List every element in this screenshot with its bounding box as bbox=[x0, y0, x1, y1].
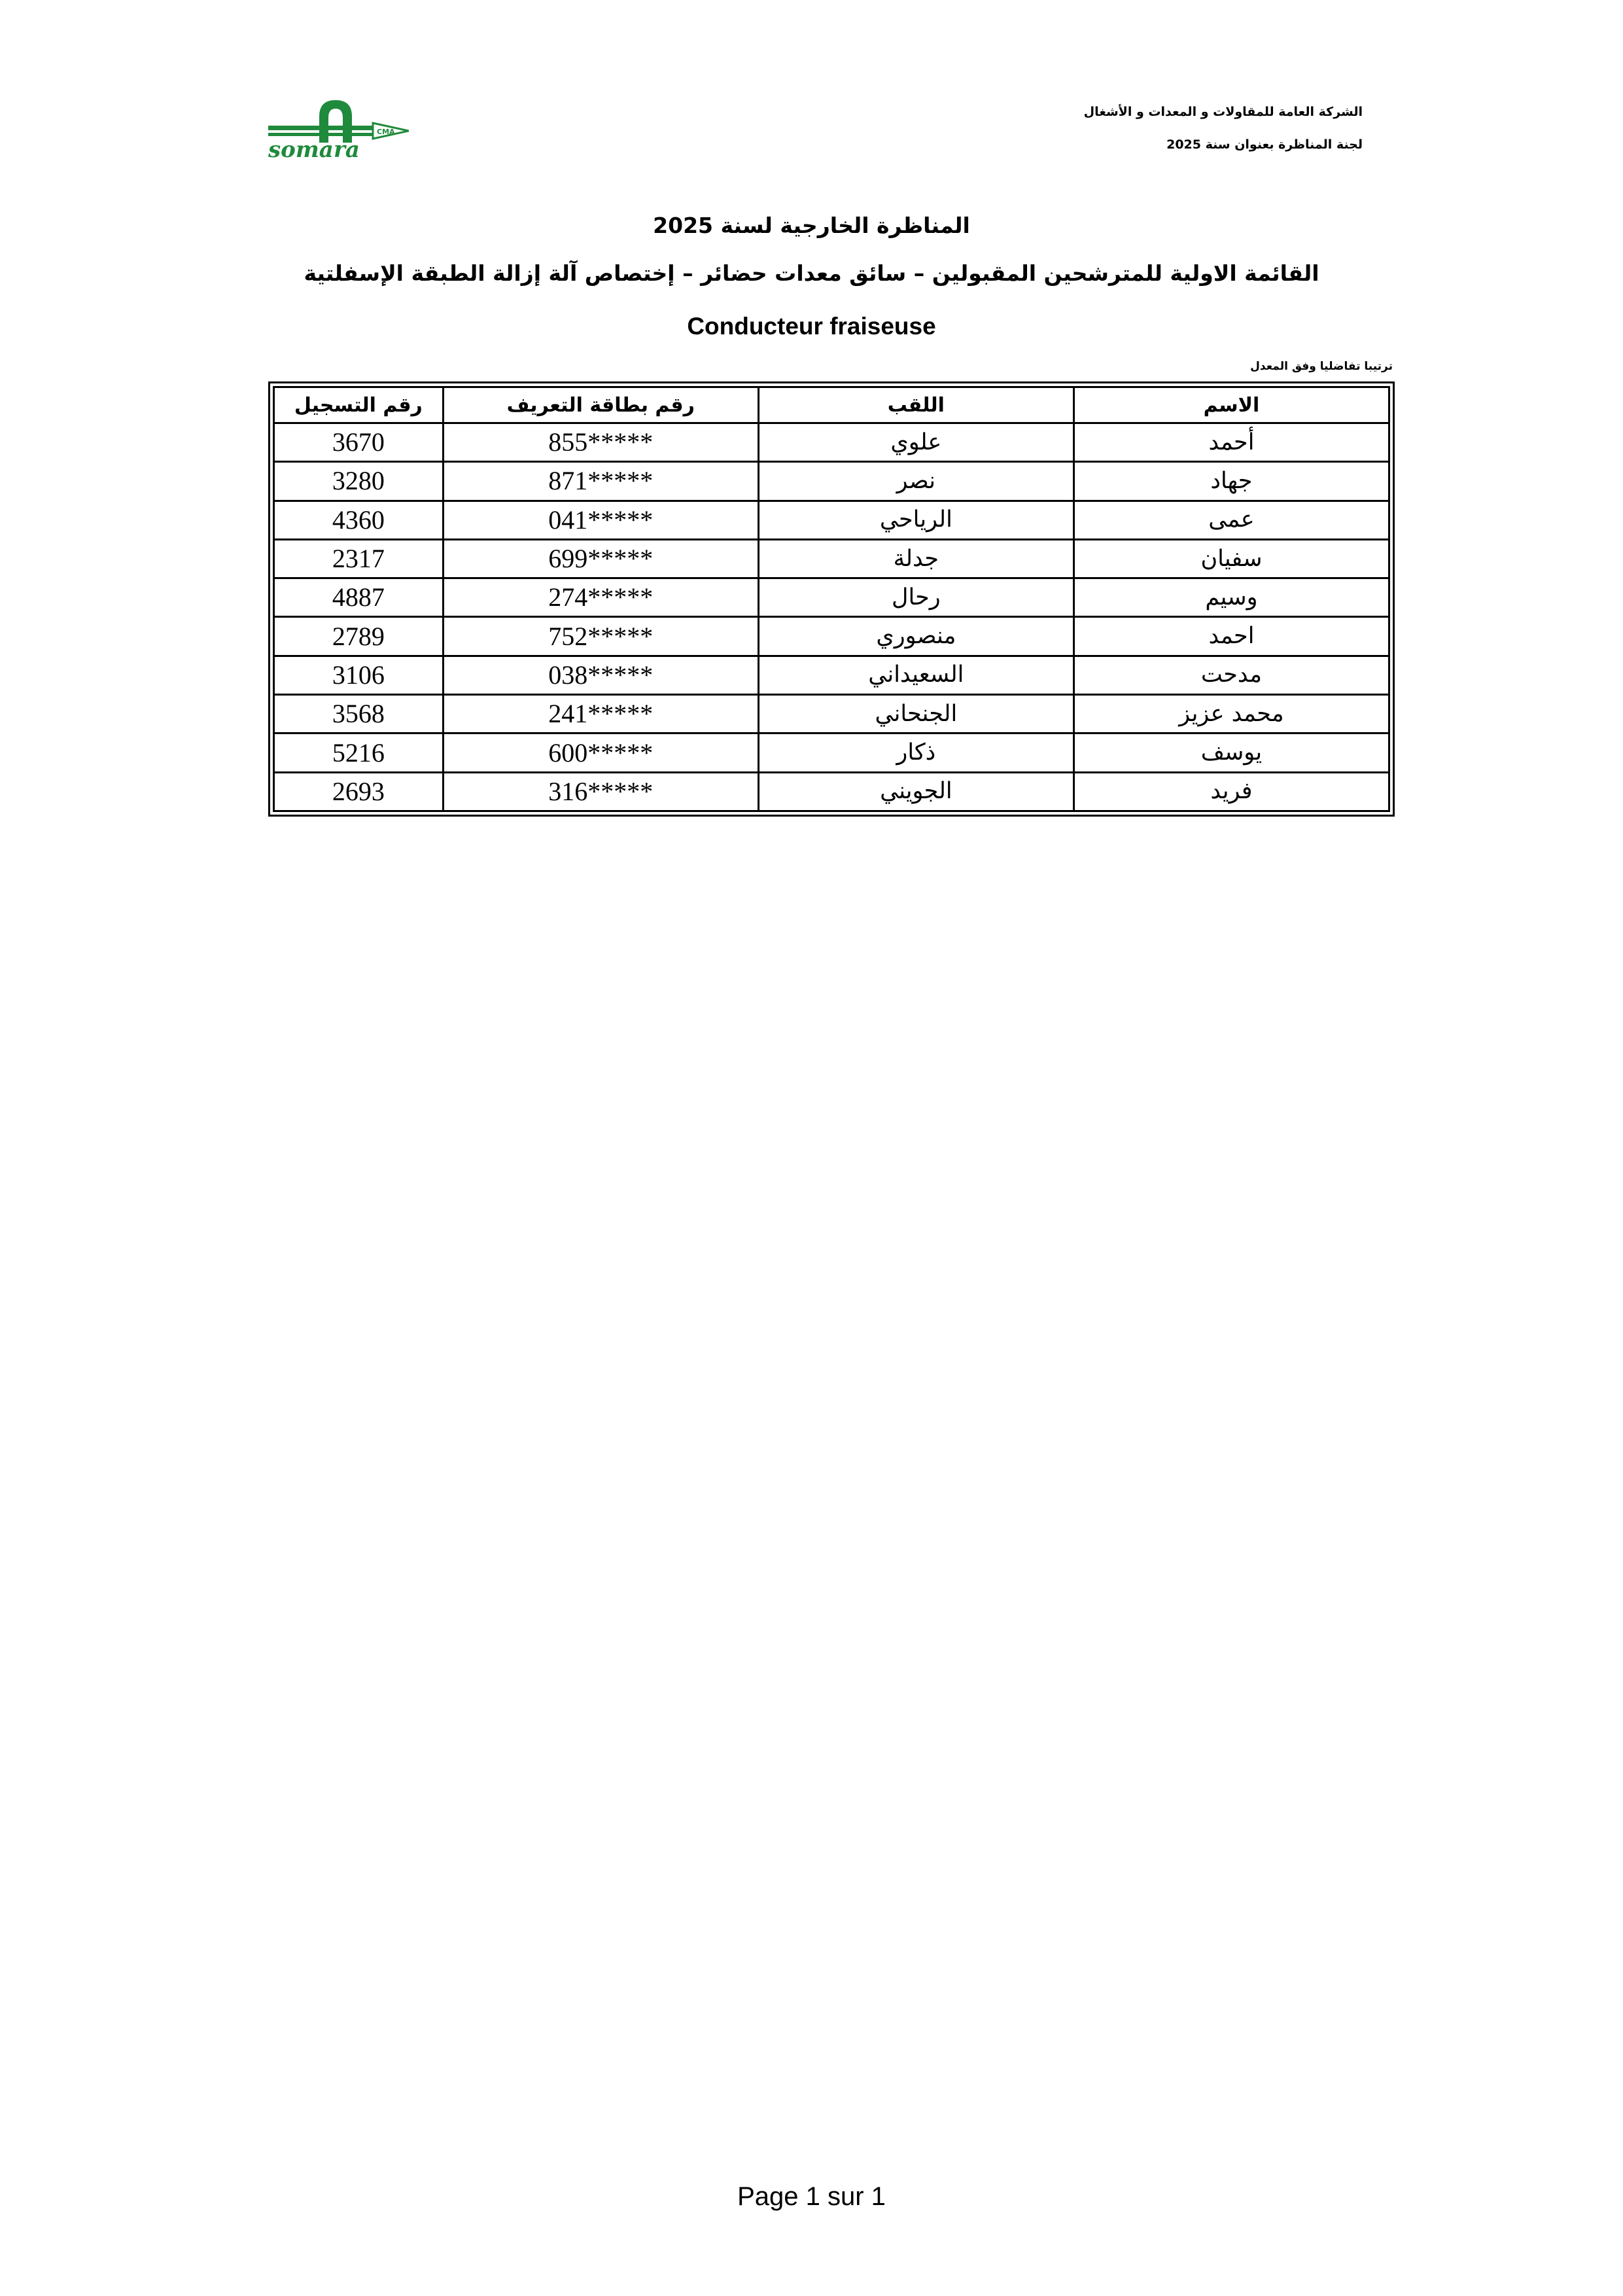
cell-surname: جدلة bbox=[758, 539, 1073, 578]
cell-id-card: *****274 bbox=[443, 578, 758, 617]
header-registration: رقم التسجيل bbox=[274, 387, 444, 423]
cell-registration: 4360 bbox=[274, 501, 444, 539]
cell-registration: 3670 bbox=[274, 423, 444, 462]
cell-registration: 5216 bbox=[274, 733, 444, 772]
cell-registration: 4887 bbox=[274, 578, 444, 617]
table-row bbox=[274, 539, 1389, 578]
header-id-card: رقم بطاقة التعريف bbox=[443, 387, 758, 423]
cell-id-card: *****041 bbox=[443, 501, 758, 539]
specialty-title: Conducteur fraiseuse bbox=[687, 313, 936, 340]
cell-registration: 2789 bbox=[274, 617, 444, 656]
cell-name: جهاد bbox=[1073, 462, 1389, 501]
cell-id-card: *****699 bbox=[443, 539, 758, 578]
table-header-row bbox=[274, 387, 1389, 423]
cell-surname: منصوري bbox=[758, 617, 1073, 656]
sort-note: ترتيبا تفاضليا وفق المعدل bbox=[1250, 360, 1393, 373]
cell-id-card: *****241 bbox=[443, 695, 758, 733]
cell-surname: الجويني bbox=[758, 772, 1073, 811]
cell-registration: 3280 bbox=[274, 462, 444, 501]
page-number: Page 1 sur 1 bbox=[737, 2182, 886, 2211]
cell-name: عمى bbox=[1073, 501, 1389, 539]
cell-name: سفيان bbox=[1073, 539, 1389, 578]
table-row bbox=[274, 772, 1389, 811]
table-row bbox=[274, 656, 1389, 694]
table-row bbox=[274, 578, 1389, 617]
cell-id-card: *****316 bbox=[443, 772, 758, 811]
svg-text:soma: soma bbox=[268, 137, 334, 162]
cell-surname: علوي bbox=[758, 423, 1073, 462]
cell-surname: نصر bbox=[758, 462, 1073, 501]
header-surname: اللقب bbox=[758, 387, 1073, 423]
cell-name: وسيم bbox=[1073, 578, 1389, 617]
cell-id-card: *****855 bbox=[443, 423, 758, 462]
company-logo bbox=[268, 97, 409, 162]
table-row bbox=[274, 423, 1389, 462]
cell-name: مدحت bbox=[1073, 656, 1389, 694]
cell-registration: 2693 bbox=[274, 772, 444, 811]
cell-surname: الرياحي bbox=[758, 501, 1073, 539]
table-row bbox=[274, 617, 1389, 656]
cell-id-card: *****871 bbox=[443, 462, 758, 501]
committee-name: لجنة المناظرة بعنوان سنة 2025 bbox=[1166, 137, 1363, 152]
svg-text:CMA: CMA bbox=[377, 128, 395, 136]
company-name: الشركة العامة للمقاولات و المعدات و الأشغال bbox=[1083, 105, 1363, 119]
candidates-table-frame bbox=[268, 381, 1395, 817]
cell-registration: 3106 bbox=[274, 656, 444, 694]
table-row bbox=[274, 501, 1389, 539]
cell-id-card: *****600 bbox=[443, 733, 758, 772]
cell-registration: 2317 bbox=[274, 539, 444, 578]
header-name: الاسم bbox=[1073, 387, 1389, 423]
cell-surname: السعيداني bbox=[758, 656, 1073, 694]
cell-name: محمد عزيز bbox=[1073, 695, 1389, 733]
cell-id-card: *****038 bbox=[443, 656, 758, 694]
svg-text:ra: ra bbox=[334, 137, 360, 162]
cell-surname: الجنحاني bbox=[758, 695, 1073, 733]
table-row bbox=[274, 695, 1389, 733]
page-title: المناظرة الخارجية لسنة 2025 bbox=[653, 213, 970, 238]
cell-id-card: *****752 bbox=[443, 617, 758, 656]
cell-name: أحمد bbox=[1073, 423, 1389, 462]
cell-surname: ذكار bbox=[758, 733, 1073, 772]
candidates-table bbox=[273, 386, 1390, 812]
page-subtitle: القائمة الاولية للمترشحين المقبولين – سائق معدات حضائر – إختصاص آلة إزالة الطبقة الإسفلتية bbox=[304, 260, 1319, 286]
table-row bbox=[274, 462, 1389, 501]
cell-surname: رحال bbox=[758, 578, 1073, 617]
cell-registration: 3568 bbox=[274, 695, 444, 733]
cell-name: احمد bbox=[1073, 617, 1389, 656]
table-row bbox=[274, 733, 1389, 772]
cell-name: فريد bbox=[1073, 772, 1389, 811]
cell-name: يوسف bbox=[1073, 733, 1389, 772]
